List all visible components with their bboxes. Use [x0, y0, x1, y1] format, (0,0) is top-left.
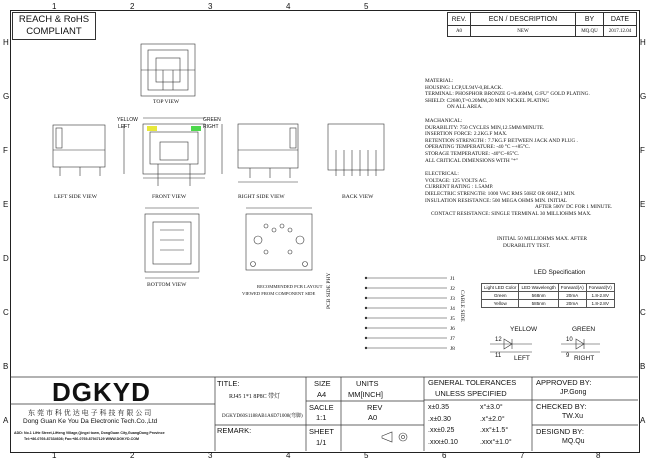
checked-value: TW.Xu: [562, 413, 584, 420]
tolerance-linear: .x±0.30: [428, 415, 451, 423]
grid-col-1-bottom: 1: [52, 451, 57, 460]
pcb-layout-drawing: [246, 208, 312, 270]
checked-label: CHECKED BY:: [536, 402, 587, 411]
tolerance-angular: x°±3.0°: [480, 404, 503, 411]
led-header-led-color: LED Color: [495, 285, 517, 290]
grid-col-7-bottom: 7: [520, 451, 525, 460]
mechanical-line-5: STORAGE TEMPERATURE: -40°C~85°C.: [425, 150, 520, 157]
pin-j6: J6: [450, 326, 455, 332]
scale-label: SACLE: [309, 403, 334, 412]
initial-line-2: DURABILITY TEST.: [503, 242, 550, 249]
cable-side-label: CABLE SIDE: [459, 290, 465, 322]
grid-row-b: B: [3, 362, 9, 371]
mechanical-line-6: ALL CRITICAL DIMENSIONS WITH "*": [425, 157, 518, 164]
designed-value: MQ.Qu: [562, 438, 585, 445]
left-side-view-drawing: [53, 125, 105, 176]
yellow-left-label-2: LEFT: [118, 124, 131, 130]
pcb-side-label: PCB SIDE PHY: [326, 272, 332, 309]
approved-label: APPROVED BY:: [536, 378, 592, 387]
pcb-layout-label-2: VIEWED FROM COMPONENT SIDE: [242, 291, 316, 296]
grid-row-c: C: [3, 308, 9, 317]
led-header-light: Light: [484, 285, 494, 290]
led-cell-color: Green: [482, 292, 519, 300]
material-line-1: HOUSING: LCP,UL94V-0,BLACK.: [425, 84, 503, 91]
initial-resistance-note: [497, 236, 587, 249]
green-pin-10: 10: [566, 337, 573, 343]
grid-row-f-right: F: [640, 146, 645, 155]
mechanical-line-3: RETENTION STRENGTH : 7.7KG.F BETWEEN JACK AND PLUG .: [425, 137, 578, 144]
title-value: RJ45 1*1 8P8C 带灯: [229, 394, 281, 400]
pin-j5: J5: [450, 316, 455, 322]
material-title: MATERIAL:: [425, 78, 454, 84]
electrical-line-4: INSULATION RESISTANCE: 500 MEGA OHMS MIN. INITIAL: [425, 197, 568, 204]
grid-col-3-bottom: 3: [208, 451, 213, 460]
yellow-pin-11: 11: [495, 353, 502, 359]
grid-row-g-right: G: [640, 92, 647, 101]
yellow-led-label: YELLOW: [510, 326, 538, 333]
by-col-label: BY: [584, 16, 595, 23]
tolerance-row: [428, 425, 512, 437]
schematic-pins: [366, 278, 447, 348]
back-view-label: BACK VIEW: [342, 194, 374, 200]
led-header-forward-v: Forward(V): [586, 284, 614, 292]
tolerance-angular: .xxx°±1.0°: [480, 438, 512, 446]
grid-row-d-right: D: [640, 254, 646, 263]
front-view-label: FRONT VIEW: [152, 194, 187, 200]
grid-col-2-bottom: 2: [130, 451, 135, 460]
designed-label: DESIGND BY:: [536, 427, 584, 436]
company-name-cn: 东 莞 市 科 优 达 电 子 科 技 有 限 公 司: [28, 410, 152, 417]
led-header-color: [482, 284, 519, 292]
mechanical-line-4: OPERATING TEMPERATURE: -40 °C ~+85°C.: [425, 144, 530, 151]
electrical-line-1: VOLTAGE: 125 VOLTS AC.: [425, 177, 488, 184]
top-view-label: TOP VIEW: [153, 99, 180, 105]
led-cell-forward-v: 1.8-2.8V: [586, 300, 614, 308]
electrical-title: ELECTRICAL:: [425, 171, 459, 178]
desc-col-label: ECN / DESCRIPTION: [488, 16, 558, 23]
tolerance-linear: .xx±0.25: [428, 427, 455, 434]
tolerance-title-2: UNLESS SPECIFIED: [435, 389, 507, 398]
pin-j3: J3: [450, 296, 455, 302]
desc-value: NEW: [517, 29, 529, 34]
green-led-mark: [191, 126, 201, 131]
scale-value: 1:1: [316, 413, 327, 422]
led-cell-color: Yellow: [482, 300, 519, 308]
compliance-line-1: REACH & RoHS: [18, 14, 90, 25]
left-led-label: LEFT: [514, 355, 530, 362]
grid-row-e: E: [3, 200, 9, 209]
green-right-label-2: RIGHT: [203, 124, 219, 130]
led-spec-title: LED Specification: [534, 269, 586, 276]
grid-row-a: A: [3, 416, 9, 425]
title-label: TITLE:: [217, 379, 240, 388]
right-side-view-label: RIGHT SIDE VIEW: [238, 194, 285, 200]
grid-col-1: 1: [52, 2, 57, 11]
by-value: MQ.QU: [581, 29, 598, 34]
units-value: MM[INCH]: [348, 390, 383, 399]
tolerance-row: [428, 402, 512, 414]
mechanical-line-2: INSERTION FORCE: 2.2KG.F MAX.: [425, 131, 508, 138]
grid-row-g: G: [3, 92, 10, 101]
grid-row-h: H: [3, 38, 9, 47]
bottom-view-label: BOTTOM VIEW: [147, 282, 187, 288]
electrical-line-6: CONTACT RESISTANCE: SINGLE TERMINAL 30 MILLIOHMS MAX.: [431, 210, 592, 217]
pin-j8: J8: [450, 346, 455, 352]
projection-symbol: [382, 432, 407, 442]
right-led-label: RIGHT: [574, 355, 595, 362]
led-cell-wavelength: 585nm: [519, 300, 558, 308]
electrical-line-2: CURRENT RATING : 1.5AMP.: [425, 184, 494, 191]
company-contact: Tel:+86-0769-87334608; Fax:+86-0769-87947129 WWW.DGKYD.COM: [24, 437, 139, 441]
part-number: DGKYD60S1188AB1A6D71008(弯脚): [222, 414, 303, 419]
grid-col-8-bottom: 8: [596, 451, 601, 460]
tolerance-row: [428, 414, 512, 426]
size-label: SIZE: [314, 379, 331, 388]
grid-col-3: 3: [208, 2, 213, 11]
led-diode-symbols: [490, 339, 600, 352]
grid-row-a-right: A: [640, 416, 646, 425]
material-line-4: ON ALL AREA.: [447, 104, 483, 111]
yellow-pin-12: 12: [495, 337, 502, 343]
tolerance-linear: x±0.35: [428, 404, 449, 411]
specifications: [425, 78, 612, 217]
led-header-forward-a: Forward(A): [558, 284, 586, 292]
tolerance-row: [428, 437, 512, 449]
grid-row-h-right: H: [640, 38, 646, 47]
grid-row-f: F: [3, 146, 8, 155]
tolerance-angular: .xx°±1.5°: [480, 427, 509, 434]
yellow-left-label-1: YELLOW: [117, 117, 138, 123]
electrical-line-5: AFTER 500V DC FOR 1 MINUTE.: [535, 204, 613, 211]
top-view-drawing: [141, 44, 195, 96]
mechanical-line-1: DURABILITY: 750 CYCLES MIN,12.5MM/MINUTE.: [425, 124, 545, 131]
initial-line-1: INITIAL 50 MILLIOHMS MAX. AFTER: [497, 236, 587, 242]
remark-label: REMARK:: [217, 426, 252, 435]
back-view-drawing: [328, 124, 384, 176]
electrical-line-3: DIELECTRIC STRENGTH: 1000 VAC RMS 50HZ OR 60HZ,1 MIN.: [425, 190, 576, 197]
grid-col-2: 2: [130, 2, 135, 11]
led-row-green: [482, 292, 615, 300]
material-line-3: SHIELD: C2680,T=0.20MM,20 MIN NICKEL PLATING: [425, 97, 550, 104]
date-col-label: DATE: [610, 16, 630, 23]
sheet-value: 1/1: [316, 438, 327, 447]
rev-value: A0: [455, 29, 463, 34]
rev-label: REV: [367, 403, 383, 412]
led-spec-table: [481, 283, 615, 308]
rev-col-label: REV.: [451, 16, 467, 23]
pin-j4: J4: [450, 306, 455, 312]
pcb-layout-label-1: RECOMMENDED PCB LAYOUT: [257, 284, 323, 289]
bottom-view-drawing: [145, 208, 199, 278]
green-right-label-1: GREEN: [203, 117, 221, 123]
led-table-header: [482, 284, 615, 292]
grid-col-5-bottom: 5: [364, 451, 369, 460]
led-cell-wavelength: 568nm: [519, 292, 558, 300]
material-line-2: TERMINAL: PHOSPHOR BRONZE G=0.46MM, G:FU" GOLD PLATING.: [425, 91, 590, 98]
tolerance-angular: .x°±2.0°: [480, 415, 505, 423]
sheet-label: SHEET: [309, 427, 335, 436]
approved-value: JP.Gong: [560, 389, 587, 396]
led-header-wavelength: LED Wavelength: [519, 284, 558, 292]
pin-labels: [450, 274, 455, 354]
led-cell-forward-v: 1.8-2.8V: [586, 292, 614, 300]
pin-j1: J1: [450, 276, 455, 282]
led-cell-forward-a: 20mA: [558, 292, 586, 300]
green-pin-9: 9: [566, 353, 570, 359]
grid-col-4-bottom: 4: [286, 451, 291, 460]
size-value: A4: [317, 390, 327, 399]
company-logo: DGKYD: [52, 377, 151, 407]
tolerance-title-1: GENERAL TOLERANCES: [428, 378, 517, 387]
right-side-view-drawing: [238, 124, 298, 182]
compliance-line-2: COMPLIANT: [26, 26, 82, 37]
pin-j2: J2: [450, 286, 455, 292]
company-name-en: Dong Guan Ke You Da Electronic Tech.Co.,Ltd: [23, 418, 158, 425]
units-label: UNITS: [356, 379, 379, 388]
grid-col-4: 4: [286, 2, 291, 11]
mechanical-title: MACHANICAL:: [425, 117, 463, 124]
grid-col-6-bottom: 6: [442, 451, 447, 460]
grid-row-e-right: E: [640, 200, 646, 209]
rev-value-tb: A0: [368, 413, 378, 422]
pin-j7: J7: [450, 336, 455, 342]
grid-row-d: D: [3, 254, 9, 263]
green-led-label: GREEN: [572, 326, 596, 333]
grid-row-b-right: B: [640, 362, 646, 371]
company-address: ADD: No.1 LiHe Street,LiHeng Village,Qingxi town, DongGuan City,GuangDong Province: [14, 431, 165, 435]
date-value: 2017.12.04: [608, 29, 632, 34]
grid-row-c-right: C: [640, 308, 646, 317]
tolerance-linear: .xxx±0.10: [428, 438, 458, 446]
grid-col-5: 5: [364, 2, 369, 11]
tolerance-table: [428, 402, 512, 448]
yellow-led-mark: [147, 126, 157, 131]
led-row-yellow: [482, 300, 615, 308]
left-side-view-label: LEFT SIDE VIEW: [54, 194, 97, 200]
led-cell-forward-a: 20mA: [558, 300, 586, 308]
